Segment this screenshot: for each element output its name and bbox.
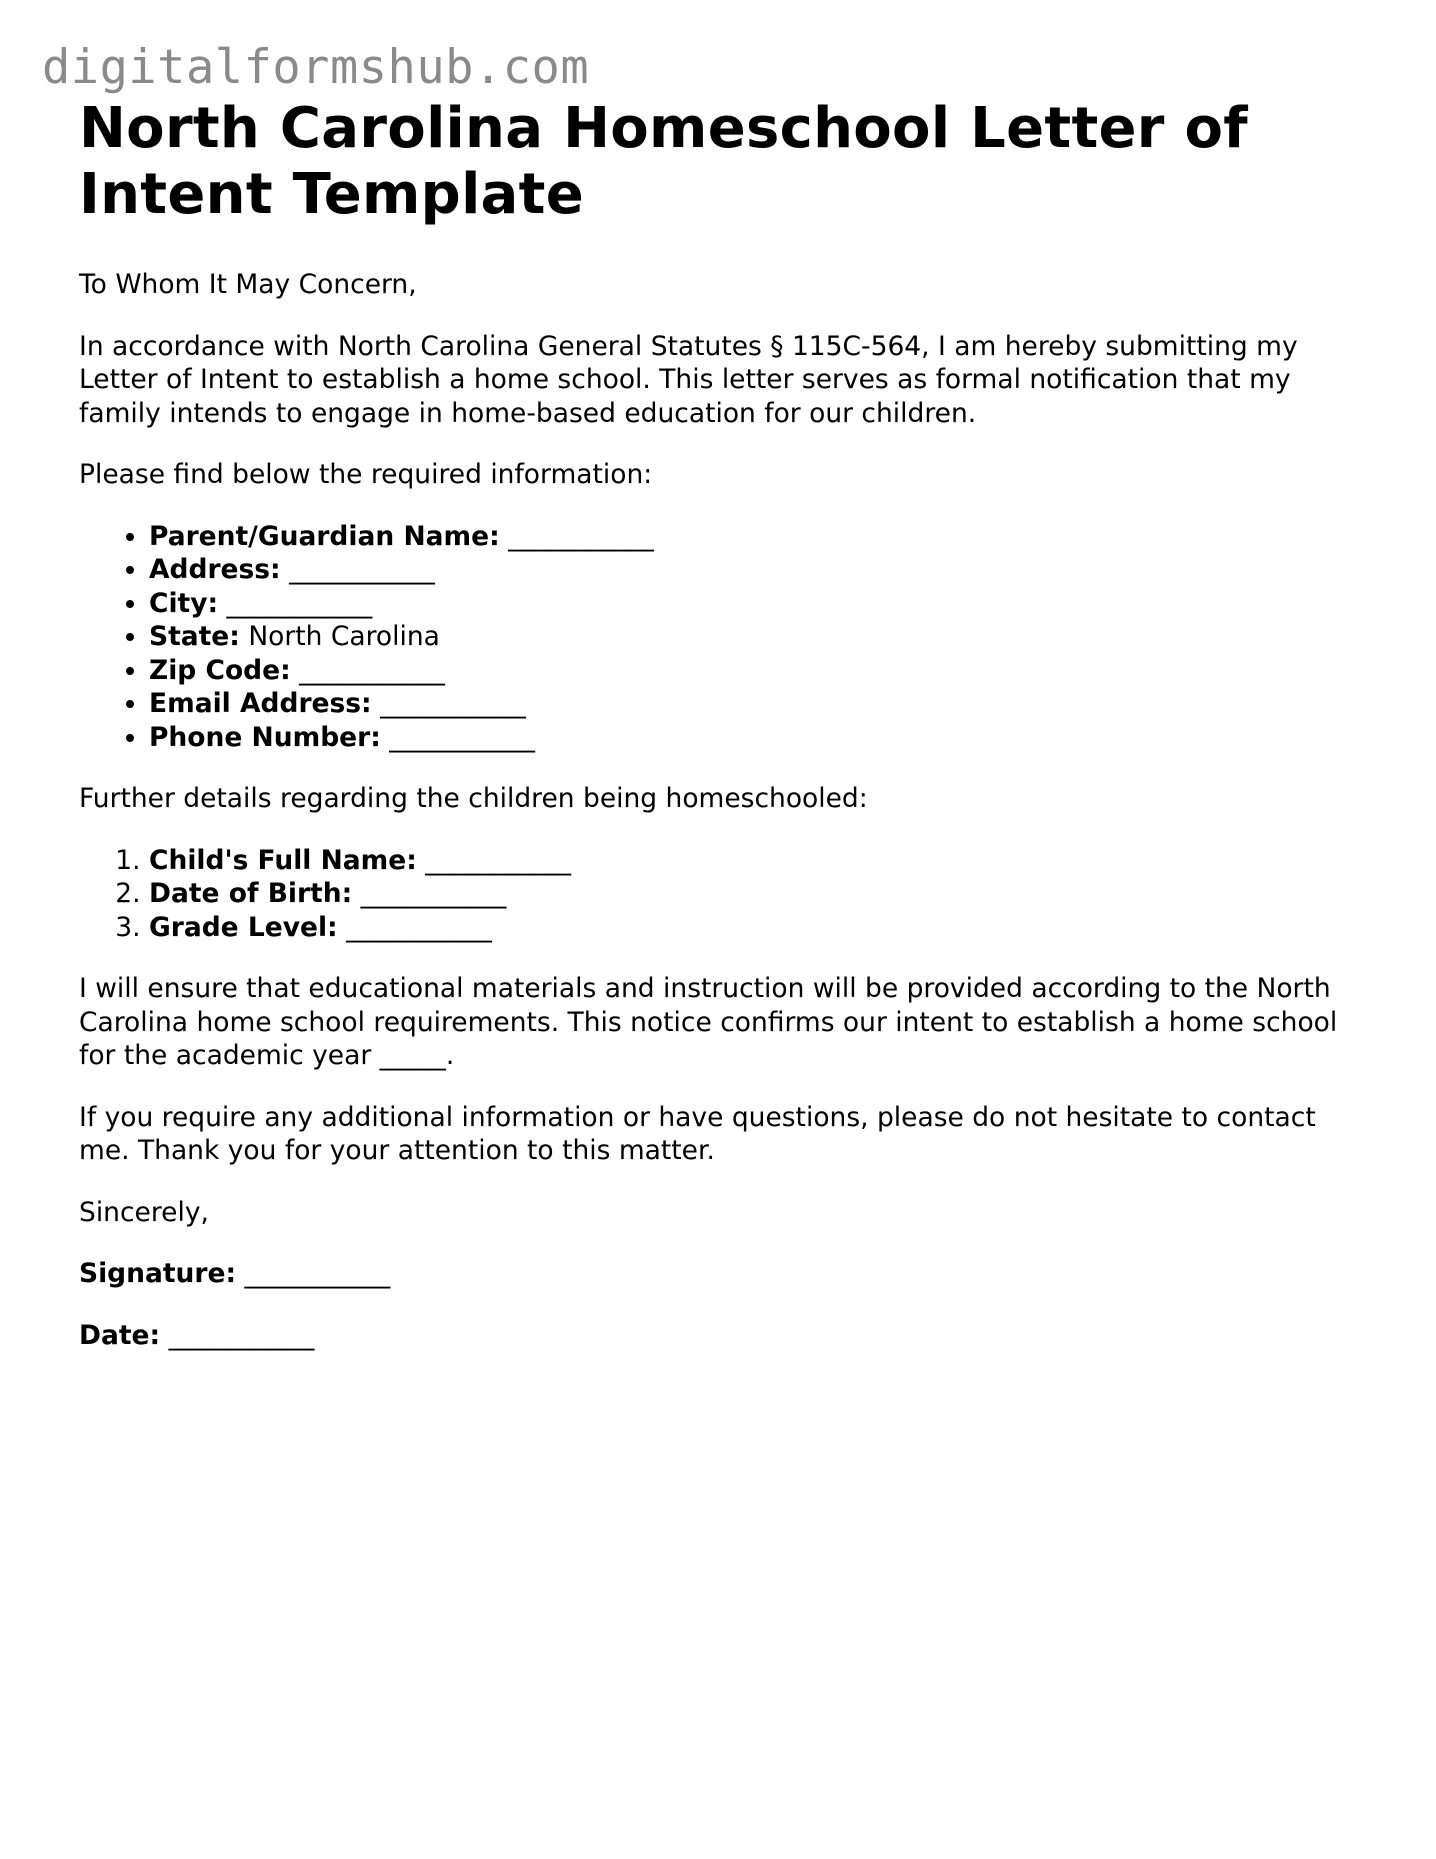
signature-line bbox=[79, 1257, 1339, 1291]
letter-document bbox=[79, 96, 1339, 1352]
field-blank: ___________ bbox=[226, 587, 373, 619]
signature-label: Signature: bbox=[79, 1258, 237, 1289]
assurance-paragraph: I will ensure that educational materials and instruction will be provided according to the North Carolina home school requirements. This notice confirms our intent to establish a home school for the academic year _____. bbox=[79, 973, 1338, 1071]
field-label: Grade Level: bbox=[149, 911, 338, 943]
greeting: To Whom It May Concern, bbox=[79, 269, 417, 300]
date-line bbox=[79, 1319, 1339, 1353]
list-item-city bbox=[149, 587, 1339, 621]
field-label: Phone Number: bbox=[149, 721, 381, 753]
field-blank: ___________ bbox=[299, 654, 445, 686]
field-value: North Carolina bbox=[248, 621, 440, 652]
watermark: digitalformshub.com bbox=[42, 40, 590, 95]
field-label: Date of Birth: bbox=[149, 878, 353, 909]
list-item-grade-level bbox=[149, 911, 1339, 945]
list-item-state bbox=[149, 620, 1339, 654]
list-item-email bbox=[149, 687, 1339, 721]
field-blank: ___________ bbox=[508, 520, 654, 552]
field-label: Zip Code: bbox=[149, 654, 291, 686]
list-item-phone bbox=[149, 721, 1339, 755]
field-label: State: bbox=[149, 621, 240, 652]
closing-paragraph: If you require any additional information or have questions, please do not hesitate to contact me. Thank you for your attention to this matter. bbox=[79, 1101, 1316, 1166]
field-blank: ___________ bbox=[425, 844, 572, 876]
required-info-list bbox=[79, 520, 1339, 755]
intro-paragraph: In accordance with North Carolina General Statutes § 115C-564, I am hereby submitting my Letter of Intent to establish a home school. This letter serves as formal notification that my family intends to engage in home-based education for our children. bbox=[79, 330, 1298, 429]
page-title: North Carolina Homeschool Letter of Intent Template bbox=[79, 96, 1248, 227]
field-blank: ___________ bbox=[346, 911, 492, 943]
field-label: City: bbox=[149, 587, 219, 619]
required-info-intro: Please find below the required information: bbox=[79, 459, 653, 490]
field-blank: ___________ bbox=[380, 688, 526, 719]
sign-off: Sincerely, bbox=[79, 1196, 209, 1228]
list-item-date-of-birth bbox=[149, 877, 1339, 911]
list-item-address bbox=[149, 553, 1339, 587]
list-item-parent-name bbox=[149, 520, 1339, 554]
list-item-child-name bbox=[149, 844, 1339, 878]
list-item-zip bbox=[149, 654, 1339, 688]
field-blank: ___________ bbox=[360, 878, 507, 909]
children-info-list bbox=[79, 844, 1339, 945]
field-blank: ___________ bbox=[289, 554, 435, 585]
field-label: Address: bbox=[149, 554, 281, 585]
date-blank: ___________ bbox=[168, 1319, 315, 1351]
field-label: Child's Full Name: bbox=[149, 844, 417, 876]
date-label: Date: bbox=[79, 1319, 161, 1351]
children-intro: Further details regarding the children being homeschooled: bbox=[79, 783, 868, 814]
field-label: Email Address: bbox=[149, 688, 372, 719]
signature-blank: ___________ bbox=[244, 1258, 391, 1289]
field-label: Parent/Guardian Name: bbox=[149, 520, 500, 552]
field-blank: ___________ bbox=[389, 721, 536, 753]
